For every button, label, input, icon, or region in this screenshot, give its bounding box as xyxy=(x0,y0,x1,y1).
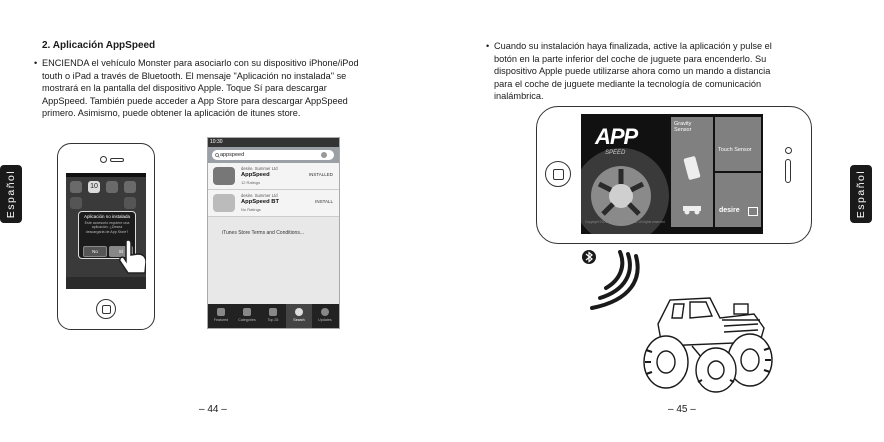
result-name: AppSpeed BT xyxy=(241,199,280,205)
search-icon xyxy=(215,153,220,158)
result-status: INSTALLED xyxy=(308,172,333,177)
result-subtitle: 12 Ratings xyxy=(241,180,261,185)
touch-label: Touch Sensor xyxy=(718,147,752,153)
left-line-3: mostrará en la pantalla del dispositivo Apple. Toque Sí para descargar xyxy=(42,83,327,94)
home-button xyxy=(96,299,116,319)
status-bar: 10:30 xyxy=(208,138,340,147)
copyright-credit: Copyright ©2011 desire. Summer Ltd. All rights reserved. xyxy=(585,220,666,224)
gravity-label: Gravity Sensor xyxy=(674,121,692,133)
tab-updates[interactable]: Updates xyxy=(312,304,338,328)
right-line-5: inalámbrica. xyxy=(494,91,544,102)
page-number-right: – 45 – xyxy=(668,404,696,415)
speaker-icon xyxy=(110,158,124,162)
side-tab-left xyxy=(0,165,22,223)
search-value: appspeed xyxy=(220,152,245,158)
side-tab-right xyxy=(850,165,872,223)
no-button[interactable]: No xyxy=(83,246,107,257)
app-logo-sub: SPEED xyxy=(605,150,626,156)
app-icon xyxy=(70,181,82,193)
app-thumbnail xyxy=(213,194,235,212)
result-developer: desire. Summer Ltd xyxy=(241,193,278,198)
camera-icon xyxy=(785,147,792,154)
app-icon xyxy=(124,197,136,209)
touch-sensor-tile[interactable] xyxy=(715,117,761,171)
iphone-app-illustration xyxy=(536,106,812,244)
left-line-2: touth o iPad a través de Bluetooth. El mensaje "Aplicación no instalada" se xyxy=(42,70,347,81)
right-line-2: botón en la parte inferior del coche de juguete para encenderlo. Su xyxy=(494,53,767,64)
star-icon xyxy=(269,308,277,316)
dock xyxy=(66,277,146,289)
cart-icon xyxy=(748,207,758,216)
tab-top25[interactable]: Top 25 xyxy=(260,304,286,328)
left-line-1: ENCIENDA el vehículo Monster para asociarlo con su dispositivo iPhone/iPod xyxy=(42,58,359,68)
app-thumbnail xyxy=(213,167,235,185)
brand-tile[interactable] xyxy=(715,173,761,227)
left-line-5: primero. Asimismo, puede obtener la aplicación de itunes store. xyxy=(42,108,301,119)
dialog-message: Este accesorio requiere una aplicación. ¿Desea descargarla de App Store? xyxy=(84,221,130,234)
side-tab-label: Español xyxy=(5,169,17,219)
search-input[interactable] xyxy=(212,150,334,160)
app-store-screenshot xyxy=(207,137,340,329)
result-subtitle: No Ratings xyxy=(241,207,261,212)
page-number-left: – 44 – xyxy=(199,404,227,415)
tilt-phone-icon xyxy=(683,155,701,183)
updates-icon xyxy=(321,308,329,316)
home-button xyxy=(545,161,571,187)
clear-icon[interactable] xyxy=(321,152,327,158)
app-icon xyxy=(124,181,136,193)
gravity-sensor-tile[interactable] xyxy=(671,117,713,227)
featured-icon xyxy=(217,308,225,316)
bluetooth-icon xyxy=(582,250,596,264)
app-icon xyxy=(106,181,118,193)
tab-featured[interactable]: Featured xyxy=(208,304,234,328)
app-screen xyxy=(581,114,763,234)
right-line-4: para el coche de juguete mediante la tecnología de comunicación xyxy=(494,78,762,89)
search-icon xyxy=(295,308,303,316)
result-name: AppSpeed xyxy=(241,172,270,178)
result-status: INSTALL xyxy=(315,199,333,204)
bullet: • xyxy=(486,41,490,51)
result-row[interactable] xyxy=(208,190,339,217)
bullet: • xyxy=(34,58,38,68)
dialog-title: Aplicación no instalada xyxy=(83,214,131,219)
right-paragraph xyxy=(486,40,844,103)
section-heading: 2. Aplicación AppSpeed xyxy=(42,40,156,51)
app-icon xyxy=(70,197,82,209)
terms-link[interactable]: iTunes Store Terms and Conditions... xyxy=(222,230,304,236)
side-tab-label: Español xyxy=(855,169,867,219)
tab-bar xyxy=(208,304,339,328)
right-line-1: Cuando su instalación haya finalizada, active la aplicación y pulse el xyxy=(494,41,772,51)
tab-search[interactable]: Search xyxy=(286,304,312,328)
app-logo: APP xyxy=(595,124,638,149)
left-paragraph xyxy=(34,57,397,120)
left-line-4: AppSpeed. También puede acceder a App Store para descargar AppSpeed xyxy=(42,95,348,106)
tap-hand-icon xyxy=(116,237,146,277)
categories-icon xyxy=(243,308,251,316)
monster-truck-illustration xyxy=(632,284,784,396)
result-row[interactable] xyxy=(208,163,339,190)
right-line-3: dispositivo Apple puede utilizarse ahora como un mando a distancia xyxy=(494,66,771,77)
tab-categories[interactable]: Categories xyxy=(234,304,260,328)
brand-label: desire xyxy=(719,207,740,214)
result-developer: desire. Summer Ltd xyxy=(241,166,278,171)
camera-icon xyxy=(100,156,107,163)
calendar-icon: 10 xyxy=(88,181,100,193)
phone-screen xyxy=(66,173,146,289)
status-bar xyxy=(66,173,146,177)
iphone-dialog-illustration xyxy=(57,143,155,330)
car-icon xyxy=(681,203,703,215)
speaker-icon xyxy=(785,159,791,183)
yes-button[interactable]: Sí xyxy=(109,246,133,257)
search-bar xyxy=(208,147,339,163)
